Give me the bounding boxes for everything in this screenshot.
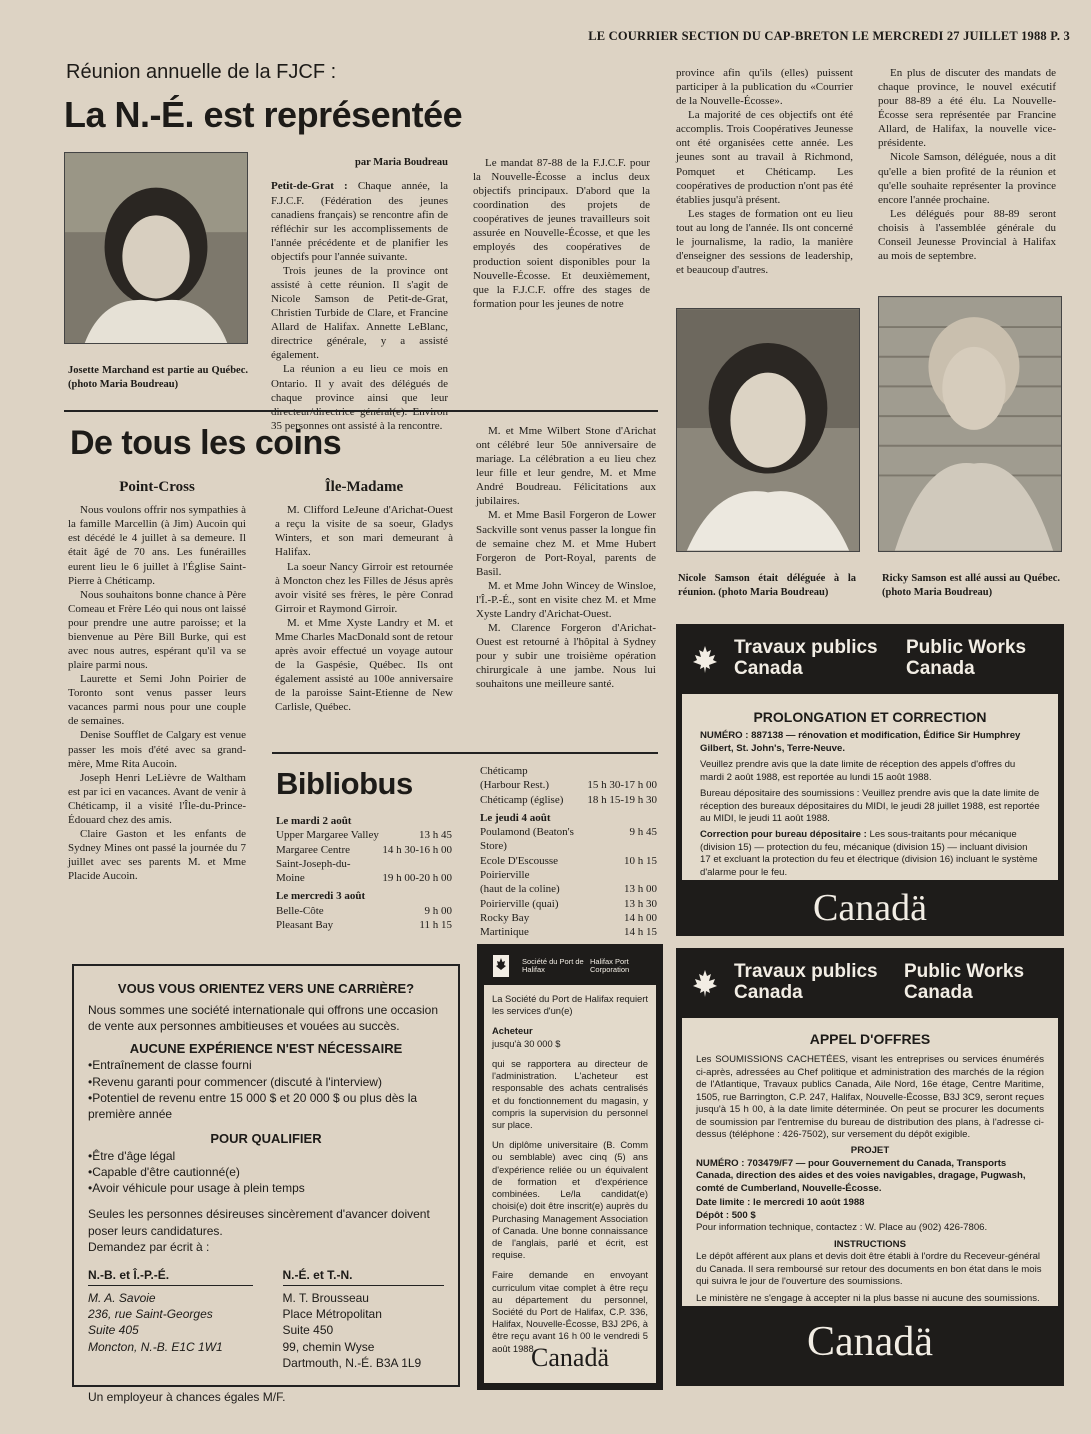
schedule-time: 9 h 00 bbox=[424, 904, 452, 917]
address-line: Suite 405 bbox=[88, 1323, 139, 1338]
schedule-time: 14 h 15 bbox=[624, 926, 657, 939]
career-bullet: •Potentiel de revenu entre 15 000 $ et 20 000 $ ou plus dès la première année bbox=[88, 1090, 418, 1122]
halifax-port-flag-icon bbox=[486, 955, 516, 977]
schedule-place: Upper Margaree Valley bbox=[276, 829, 379, 842]
coins-im-p2: La soeur Nancy Girroir est retournée à Moncton chez les Filles de Jésus après avoir visité ses frères, le père Conrad Girroir et Raymond Girroir. bbox=[275, 560, 453, 615]
halifax-salary: jusqu'à 30 000 $ bbox=[492, 1037, 561, 1049]
article1-column-3 bbox=[676, 66, 853, 277]
schedule-table bbox=[480, 764, 657, 940]
address-nb bbox=[88, 1267, 253, 1371]
address-line: 236, rue Saint-Georges bbox=[88, 1307, 213, 1322]
pw-header-en: Public Works Canada bbox=[906, 637, 1027, 679]
address-line: Suite 450 bbox=[282, 1323, 334, 1338]
address-ns bbox=[283, 1267, 445, 1371]
address-line: Place Métropolitan bbox=[282, 1307, 382, 1322]
coins-im-p1: M. Clifford LeJeune d'Arichat-Ouest a reçu la visite de sa soeur, Gladys Winters, et son mari demeurant à Halifax. bbox=[275, 504, 453, 559]
maple-leaf-icon bbox=[690, 644, 720, 674]
schedule-time bbox=[381, 857, 452, 871]
schedule-row bbox=[276, 843, 452, 857]
schedule-place: Martinique bbox=[480, 926, 529, 939]
schedule-row bbox=[480, 911, 657, 925]
coins-pc-p2: Nous souhaitons bonne chance à Père Comeau et Frère Léo qui nous ont laissé pour prendre une autre paroisse; et la bienvenue au Père Bill Burke, qui est avec nous autres, espérant qu'il va se plaire parmi nous. bbox=[68, 588, 246, 672]
address-line: 99, chemin Wyse bbox=[282, 1339, 375, 1354]
career-write: Demandez par écrit à : bbox=[88, 1239, 210, 1254]
subhead-ile-madame: Île-Madame bbox=[324, 479, 404, 495]
career-title: VOUS VOUS ORIENTEZ VERS UNE CARRIÈRE? bbox=[117, 981, 415, 996]
schedule-row bbox=[276, 918, 452, 932]
halifax-org-en: Halifax Port Corporation bbox=[590, 956, 630, 974]
article1-p7: Les stages de formation ont eu lieu tout au long de l'année. Ils ont concerné le journalisme, la radio, la manière d'enseigner des sessions de leadership, et beaucoup d'autres. bbox=[676, 207, 853, 277]
schedule-place: Poulamond (Beaton's Store) bbox=[480, 826, 574, 853]
pw-ad1-numero: NUMÉRO : 887138 — rénovation et modification, Édifice Sir Humphrey Gilbert, St. John's, Terre-Neuve. bbox=[700, 730, 1021, 754]
address-line: Moncton, N.-B. E1C 1W1 bbox=[88, 1339, 223, 1354]
schedule-row bbox=[276, 904, 452, 918]
schedule-row bbox=[480, 897, 657, 911]
schedule-table bbox=[276, 810, 452, 932]
schedule-row bbox=[276, 828, 452, 842]
schedule-row bbox=[480, 854, 657, 868]
byline: par Maria Boudreau bbox=[355, 157, 448, 168]
pw-ad2-depot: Dépôt : 500 $ bbox=[696, 1209, 756, 1221]
career-bullet: •Avoir véhicule pour usage à plein temps bbox=[88, 1181, 305, 1196]
pw-ad2-instructions: INSTRUCTIONS bbox=[834, 1238, 906, 1250]
pw-ad2-info: Pour information technique, contactez : W. Place au (902) 426-7806. bbox=[696, 1222, 988, 1234]
halifax-role: Acheteur bbox=[492, 1025, 533, 1037]
schedule-time: 13 h 00 bbox=[624, 883, 657, 896]
coins-im-p5: M. et Mme Basil Forgeron de Lower Sackville sont venus passer la longue fin de semaine chez M. et Mme Hubert Forgeron de Port-Royal, parents de Basil. bbox=[476, 509, 656, 578]
article-kicker: Réunion annuelle de la FJCF : bbox=[66, 61, 337, 83]
schedule-place: Poirierville bbox=[480, 869, 530, 882]
schedule-row bbox=[480, 764, 657, 778]
pw-ad2-p1: Les SOUMISSIONS CACHETÉES, visant les entreprises ou services énumérés ci-après, adressées au Chef politique et administration des marchés de la région de l'Atlantique, Travaux publics Canada, Aile Nord, 16e étage, Centre Maritime, 1505, rue Barrington, C.P. 247, Halifax, Nouvelle-Écosse, B3J 3C9, seront reçues jusqu'à 15 h 00, à la date limite déterminée. On peut se procurer les documents de soumission par l'entremise du bureau de distribution des plans, à l'adresse ci-dessus (téléphone : 426-7502), sur versement du dépôt exigible. bbox=[696, 1054, 1044, 1140]
schedule-row bbox=[276, 857, 452, 871]
article1-column-1 bbox=[271, 156, 448, 433]
schedule-row bbox=[276, 871, 452, 885]
public-works-ad-extension bbox=[676, 624, 1064, 936]
masthead: LE COURRIER SECTION DU CAP-BRETON LE MERCREDI 27 JUILLET 1988 P. 3 bbox=[588, 29, 1070, 43]
portrait-illustration bbox=[879, 297, 1061, 551]
article1-column-2 bbox=[473, 156, 650, 311]
photo-ricky-samson bbox=[878, 296, 1062, 552]
pw-ad2-p2: Le dépôt afférent aux plans et devis doit être établi à l'ordre du Receveur-général du Canada. Il sera remboursé sur retour des documents en bon état dans le mois qui suivra le jour de l'ouverture des soumissions. bbox=[696, 1251, 1042, 1288]
bibliobus-divider bbox=[272, 752, 658, 754]
schedule-time bbox=[587, 764, 657, 778]
schedule-row bbox=[480, 868, 657, 882]
caption-ricky: Ricky Samson est allé aussi au Québec. (photo Maria Boudreau) bbox=[882, 573, 1060, 599]
portrait-illustration bbox=[677, 309, 859, 551]
schedule-time: 14 h 30-16 h 00 bbox=[382, 843, 452, 856]
schedule-place: Chéticamp bbox=[480, 765, 528, 777]
coins-pc-p1: Nous voulons offrir nos sympathies à la famille Marcellin (à Jim) Aucoin qui est décédé le 4 juillet à sa demeure. Il était âgé de 70 ans. Les funérailles eurent lieu le 6 juillet à l'Église Saint-Pierre à Chéticamp. bbox=[68, 504, 246, 587]
section-title-bibliobus: Bibliobus bbox=[276, 766, 413, 801]
schedule-row bbox=[480, 882, 657, 896]
bibliobus-right-schedule bbox=[480, 764, 657, 940]
career-qualify: POUR QUALIFIER bbox=[210, 1131, 322, 1147]
pw-header-fr: Travaux publics Canada bbox=[734, 961, 878, 1003]
schedule-time: 13 h 30 bbox=[624, 897, 657, 910]
photo-nicole-samson bbox=[676, 308, 860, 552]
career-bullet: •Entraînement de classe fourni bbox=[88, 1058, 252, 1073]
maple-leaf-icon bbox=[690, 968, 720, 998]
halifax-ad-body bbox=[484, 985, 656, 1354]
bibliobus-left-schedule bbox=[276, 810, 452, 932]
career-intro: Nous sommes une société internationale qui offrons une occasion de vente aux personnes ambitieuses et vouées au succès. bbox=[88, 1002, 438, 1033]
public-works-ad-tender bbox=[676, 948, 1064, 1386]
schedule-place: Ecole D'Escousse bbox=[480, 854, 559, 867]
halifax-p2: qui se rapportera au directeur de l'administration. L'acheteur est responsable des achats centralisés et du fonctionnement du magasin, y compris la supervision du personnel sur place. bbox=[492, 1057, 648, 1130]
coins-im-p3: M. et Mme Xyste Landry et M. et Mme Charles MacDonald sont de retour après avoir effectué un voyage autour de la Gaspésie, Québec. Ils ont également assisté au 100e anniversaire de la paroisse Saint-Etienne de New Carlisle, Québec. bbox=[275, 616, 453, 714]
pw-ad2-header bbox=[676, 948, 1064, 1018]
pw-ad1-body bbox=[682, 694, 1058, 880]
coins-im-p7: M. Clarence Forgeron d'Arichat-Ouest est retourné à l'hôpital à Sydney pour y subir une troisième opération chirurgicale à une jambe. Nous lui souhaitons une meilleure santé. bbox=[476, 622, 656, 691]
pw-ad2-p3: Le ministère ne s'engage à accepter ni la plus basse ni aucune des soumissions. bbox=[696, 1292, 1040, 1304]
article-headline: La N.-É. est représentée bbox=[64, 94, 463, 135]
schedule-place: Pleasant Bay bbox=[276, 919, 334, 932]
coins-pc-p3: Laurette et Semi John Poirier de Toronto sont venus passer leurs vacances parmi nous pour une couple de semaines. bbox=[68, 673, 246, 728]
pw-ad1-p3: Les sous-traitants pour mécanique (division 15) — protection du feu, mécanique (division 15) — incluant division 17 et excluant la protection du feu et électrique (division 16) incluant le système d'alarme pour le feu. bbox=[700, 829, 1038, 878]
article1-p1: Chaque année, la F.J.C.F. (Fédération des jeunes canadiens français) se rencontre afin de réfléchir sur les accomplissements de l'année précédente et de planifier les objectifs pour l'année suivante. bbox=[271, 180, 449, 263]
pw-ad1-p2: Bureau dépositaire des soumissions : Veuillez prendre avis que la date limite de réception des bureaux dépositaires du MIDI, le jeudi 28 juillet 1988, est reportée au MIDI, le jeudi 11 août 1988. bbox=[700, 788, 1040, 824]
schedule-place: Rocky Bay bbox=[480, 911, 530, 924]
pw-ad1-header bbox=[676, 624, 1064, 694]
address-line: M. A. Savoie bbox=[88, 1291, 156, 1306]
schedule-place: Belle-Côte bbox=[276, 904, 324, 917]
coins-pc-p6: Claire Gaston et les enfants de Sydney Mines ont passé la journée du 7 juillet avec ses parents M. et Mme Placide Aucoin. bbox=[68, 827, 246, 883]
halifax-org-fr: Société du Port de Halifax bbox=[522, 956, 584, 974]
halifax-p3: Un diplôme universitaire (B. Comm ou semblable) avec cinq (5) ans d'expérience reliée ou un équivalent de formation et d'expérience combinées. Le/la candidat(e) choisi(e) doit être inscrit(e) auprès du Purchasing Management Association of Canada. Une bonne connaissance de l'anglais, parlé et écrit, est requise. bbox=[492, 1139, 648, 1261]
career-subtitle: AUCUNE EXPÉRIENCE N'EST NÉCESSAIRE bbox=[129, 1040, 403, 1056]
photo-josette-marchand bbox=[64, 152, 248, 344]
schedule-time bbox=[587, 868, 657, 882]
article1-p5: province afin qu'ils (elles) puissent participer à la publication du «Courrier de la Nouvelle-Écosse». bbox=[676, 67, 853, 108]
article1-p8: En plus de discuter des mandats de chaque province, le nouvel exécutif pour 88-89 a été élu. La Nouvelle-Écosse sera représentée par Francine Allard, de Halifax, la nouvelle vice-présidente. bbox=[878, 67, 1056, 150]
halifax-ad-header bbox=[480, 947, 660, 985]
coins-im-p4: M. et Mme Wilbert Stone d'Arichat ont célébré leur 50e anniversaire de mariage. La célébration a eu lieu chez leur fille et leur gendre, M. et Mme André Boudreau. Félicitations aux jubilaires. bbox=[476, 425, 656, 508]
coins-ile-madame-column bbox=[275, 478, 453, 714]
schedule-place: (haut de la coline) bbox=[480, 883, 560, 896]
article1-p2: Trois jeunes de la province ont assisté à cette réunion. Il s'agit de Nicole Samson de Petit-de-Grat, Christien Turbide de Clare, et Francine Allard de Halifax. Annette LeBlanc, directrice générale, y a assisté également. bbox=[271, 264, 448, 362]
halifax-p4: Faire demande en envoyant curriculum vitae complet à être reçu au département du personnel, Société du Port de Halifax, C.P. 336, Halifax, Nouvelle-Écosse, B3J 2P6, à être reçu avant 16 h 00 le vendredi 5 août 1988. bbox=[492, 1269, 648, 1354]
schedule-time: 15 h 30-17 h 00 bbox=[587, 779, 657, 792]
career-addresses bbox=[88, 1267, 444, 1371]
schedule-day bbox=[276, 885, 452, 903]
address-line: M. T. Brousseau bbox=[282, 1291, 369, 1306]
section-title-coins: De tous les coins bbox=[70, 424, 342, 462]
schedule-place: Chéticamp (église) bbox=[480, 793, 564, 806]
schedule-time: 19 h 00-20 h 00 bbox=[382, 872, 452, 885]
coins-im-p6: M. et Mme John Wincey de Winsloe, l'Î.-P.-É., sont en visite chez M. et Mme Xyste Landry d'Arichat-Ouest. bbox=[476, 579, 656, 621]
canada-wordmark: Canadä bbox=[484, 1333, 656, 1383]
pw-header-en: Public Works Canada bbox=[904, 961, 1025, 1003]
career-bullet: •Revenu garanti pour commencer (discuté à l'interview) bbox=[88, 1074, 382, 1089]
career-footer: Un employeur à chances égales M/F. bbox=[88, 1390, 286, 1405]
schedule-time: 9 h 45 bbox=[629, 826, 657, 839]
article1-p6: La majorité de ces objectifs ont été accomplis. Trois Coopératives Jeunesse ont été organisées cette année. Les jeunes sont au travail à Richmond, Pomquet et Chéticamp. Les coopératives de production n'ont pas été établies jusqu'à présent. bbox=[676, 109, 853, 206]
pw-ad2-body bbox=[682, 1018, 1058, 1306]
address-head: N.-É. et T.-N. bbox=[283, 1267, 445, 1286]
article1-column-4 bbox=[878, 66, 1056, 263]
schedule-time: 18 h 15-19 h 30 bbox=[587, 793, 657, 806]
schedule-time: 11 h 15 bbox=[419, 919, 452, 932]
pw-ad1-p1: Veuillez prendre avis que la date limite de réception des appels d'offres du mardi 2 août 1988, est reportée au lundi 15 août 1988. bbox=[700, 759, 1016, 783]
caption-nicole: Nicole Samson était déléguée à la réunion. (photo Maria Boudreau) bbox=[678, 573, 856, 599]
pw-header-fr: Travaux publics Canada bbox=[734, 637, 878, 679]
schedule-place: Saint-Joseph-du- bbox=[276, 857, 351, 870]
schedule-time: 10 h 15 bbox=[624, 854, 657, 867]
schedule-day-label: Le jeudi 4 août bbox=[480, 811, 551, 824]
schedule-place: Moine bbox=[276, 872, 305, 885]
pw-ad1-p3-lead: Correction pour bureau dépositaire : bbox=[700, 829, 867, 841]
schedule-time: 13 h 45 bbox=[419, 829, 452, 842]
schedule-time: 14 h 00 bbox=[624, 911, 657, 924]
schedule-row bbox=[480, 925, 657, 939]
dateline: Petit-de-Grat : bbox=[271, 180, 348, 193]
schedule-row bbox=[480, 825, 657, 854]
schedule-day-label: Le mercredi 3 août bbox=[276, 890, 366, 903]
career-bullet: •Capable d'être cautionné(e) bbox=[88, 1164, 240, 1179]
career-ad bbox=[72, 964, 460, 1405]
coins-point-cross-column bbox=[68, 478, 246, 883]
schedule-place: (Harbour Rest.) bbox=[480, 779, 550, 792]
schedule-place: Poirierville (quai) bbox=[480, 897, 559, 910]
coins-ile-madame-continued bbox=[476, 424, 656, 691]
pw-ad1-title: PROLONGATION ET CORRECTION bbox=[753, 709, 987, 725]
schedule-place: Margaree Centre bbox=[276, 843, 351, 856]
article1-p3: La réunion a eu lieu ce mois en Ontario. Il y avait des délégués de chaque province ainsi que leur 35 personnes ont assisté à la rencontre. bbox=[271, 363, 448, 432]
coins-pc-p4: Denise Soufflet de Calgary est venue passer les mois d'été avec sa grand-mère, Mme Rita Aucoin. bbox=[68, 729, 246, 770]
subhead-point-cross: Point-Cross bbox=[119, 479, 195, 495]
pw-ad2-numero: NUMÉRO : 703479/F7 — pour Gouvernement du Canada, Transports Canada, direction des aides et des voies navigables, dragage, Pugwash, comté de Cumberland, Nouvelle-Écosse. bbox=[696, 1157, 1026, 1194]
section-divider bbox=[64, 410, 658, 412]
caption-josette: Josette Marchand est partie au Québec. (photo Maria Boudreau) bbox=[68, 365, 248, 391]
address-head: N.-B. et Î.-P.-É. bbox=[88, 1267, 253, 1286]
career-closing: Seules les personnes désireuses sincèrement d'avancer doivent poser leurs candidatures. bbox=[88, 1207, 430, 1238]
article1-p10: Les délégués pour 88-89 seront choisis à l'assemblée générale du Conseil Jeunesse Provincial à Halifax au mois de septembre. bbox=[878, 207, 1056, 263]
article1-p4: Le mandat 87-88 de la F.J.C.F. pour la Nouvelle-Écosse a inclus deux objectifs principaux. D'abord que la coordination des projets de coopératives de jeunes travailleurs soit assurée en Nouvelle-Écosse, et que les employés des coopératives de production soient disponibles pour la Nouvelle-Écosse. Et deuxièmement, que la F.J.C.F. offre des stages de formation pour les jeunes de notre bbox=[473, 157, 650, 310]
schedule-row bbox=[480, 778, 657, 792]
pw-ad2-title: APPEL D'OFFRES bbox=[809, 1031, 931, 1047]
coins-pc-p5: Joseph Henri LeLièvre de Waltham est par ici en vacances. Avant de venir à Chéticamp, il a visité l'Île-du-Prince-Édouard chez des amis. bbox=[68, 771, 246, 826]
address-line: Dartmouth, N.-É. B3A 1L9 bbox=[282, 1355, 422, 1370]
halifax-p1: La Société du Port de Halifax requiert les services d'un(e) bbox=[492, 993, 648, 1017]
article1-p9: Nicole Samson, déléguée, nous a dit qu'elle a bien profité de la réunion et qu'elle souhaite représenter la province encore l'année prochaine. bbox=[878, 151, 1056, 206]
canada-wordmark: Canadä bbox=[676, 1306, 1064, 1380]
portrait-illustration bbox=[65, 153, 247, 343]
halifax-port-ad bbox=[477, 944, 663, 1390]
schedule-day bbox=[480, 807, 657, 825]
pw-ad2-projet: PROJET bbox=[850, 1145, 890, 1157]
pw-ad2-date: Date limite : le mercredi 10 août 1988 bbox=[696, 1197, 865, 1209]
schedule-day bbox=[276, 810, 452, 828]
canada-wordmark: Canadä bbox=[676, 880, 1064, 936]
schedule-day-label: Le mardi 2 août bbox=[276, 815, 352, 827]
career-bullet: •Être d'âge légal bbox=[88, 1148, 176, 1163]
schedule-row bbox=[480, 793, 657, 807]
